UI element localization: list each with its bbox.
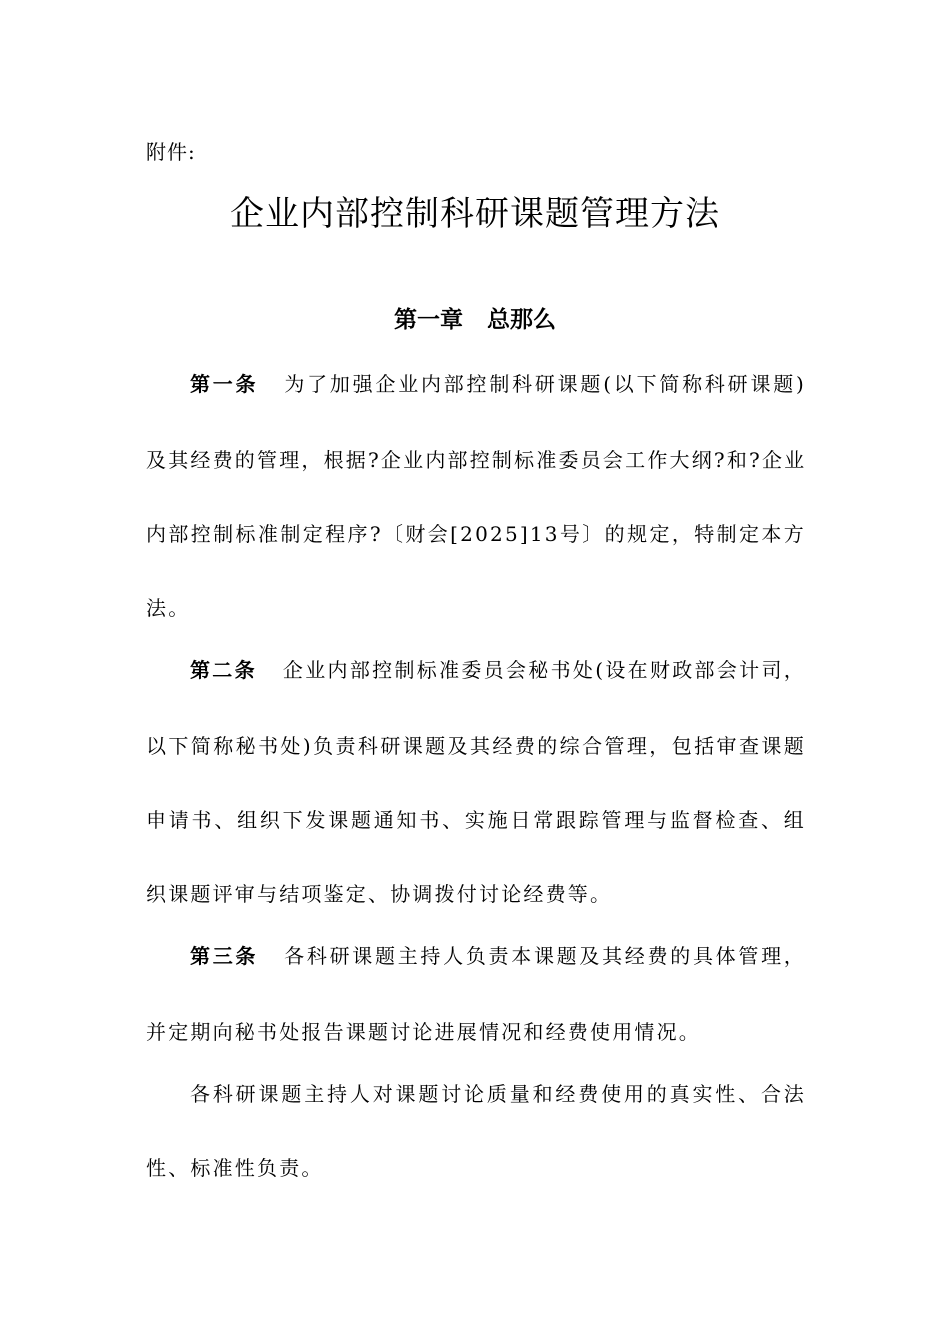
article-1-line-2: 及其经费的管理，根据?企业内部控制标准委员会工作大纲?和?企业 — [146, 448, 806, 472]
article-2-line-2: 以下简称秘书处)负责科研课题及其经费的综合管理，包括审查课题 — [146, 734, 806, 758]
document-title: 企业内部控制科研课题管理方法 — [230, 194, 720, 234]
article-2-label: 第二条 — [190, 658, 257, 682]
article-2-line-3: 申请书、组织下发课题通知书、实施日常跟踪管理与监督检查、组 — [146, 808, 806, 832]
article-2-line-4: 织课题评审与结项鉴定、协调拨付讨论经费等。 — [146, 882, 613, 906]
attachment-label: 附件: — [146, 140, 196, 164]
chapter-name: 总那么 — [487, 307, 557, 333]
article-3-label: 第三条 — [190, 944, 259, 968]
chapter-number: 第一章 — [393, 307, 463, 333]
article-3-line-1: 第三条 各科研课题主持人负责本课题及其经费的具体管理， — [190, 944, 806, 968]
article-1-line-3: 内部控制标准制定程序?〔财会[2025]13号〕的规定，特制定本方 — [146, 522, 806, 546]
paragraph-line-2: 性、标准性负责。 — [146, 1156, 324, 1180]
article-3-line-2: 并定期向秘书处报告课题讨论进展情况和经费使用情况。 — [146, 1020, 701, 1044]
article-2-line-1: 第二条 企业内部控制标准委员会秘书处(设在财政部会计司， — [190, 658, 806, 682]
article-1-label: 第一条 — [190, 372, 259, 396]
chapter-heading — [0, 304, 950, 336]
article-1-line-4: 法。 — [146, 596, 191, 620]
paragraph-line-1: 各科研课题主持人对课题讨论质量和经费使用的真实性、合法 — [190, 1082, 806, 1106]
article-1-line-1: 第一条 为了加强企业内部控制科研课题(以下简称科研课题) — [190, 372, 806, 396]
